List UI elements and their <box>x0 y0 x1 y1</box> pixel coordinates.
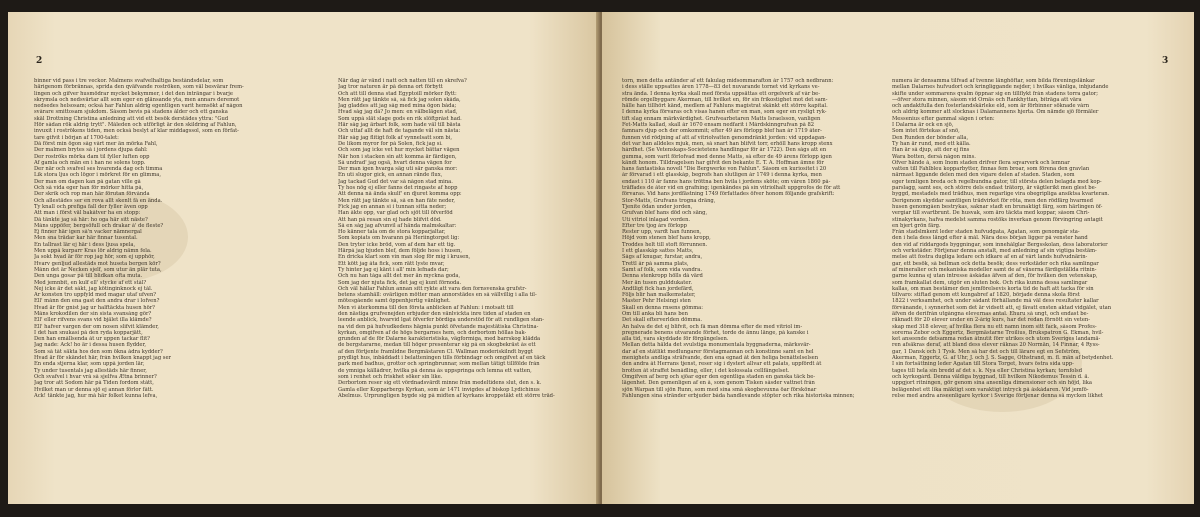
text-line: kallas, om man bestämer den jemförelsevis korta tid de haft att tacka för sin <box>892 285 1094 292</box>
text-line: Som jag der njuta fick, det jag ej kunt förnoda. <box>338 279 462 286</box>
text-line: Måns krokodilen der sin sista svansång gör? <box>34 310 152 317</box>
text-line: Så en såg jag afvunvil af hända malmskaltar: <box>338 222 457 229</box>
text-line: Öfver hände å, som Inom staden drifver flera sqvarverk och lemnar <box>892 159 1070 166</box>
text-line: skifte under sommarens qvalm öppnar sig en tillflykt från stadens torra gator; <box>892 90 1099 97</box>
text-line: I det han snukasi på den ryda kopparjätt, <box>34 329 143 336</box>
text-line: torn, men detta antänder af ett fakulag midsommarafton år 1757 och nedbrann: <box>622 78 834 84</box>
text-line: Uti vitriol inlagad vorden. <box>622 216 691 223</box>
text-line: Fahlungen sina stränder erbjuder båda handlevande stöpter och rika historiska minnen; <box>622 392 855 399</box>
text-line: Åkerman, Eggertz, G. af Uhr, J. och J. S. Sagge, Öthstrand, m. fl. män af betydenhet. <box>892 355 1114 362</box>
text-line: tillvaro: stiftad genom ett kungabref af 1820, började denna skola först <box>892 292 1080 299</box>
text-line: brotten åt straffet benådling, eller, i det kolossala cellfängelset. <box>622 367 790 374</box>
text-line: Hvarv genljud allestäds mot huseta bergen kör? <box>34 260 161 267</box>
text-line: Jag nade: Ack! ho är i dessa husen flydder, <box>34 342 147 349</box>
text-line: eger temligen breda och regelbundna gator, till största delen belagda med kop- <box>892 178 1102 185</box>
text-line: Ell' månn den ena gast den andra drar i lofven? <box>34 298 160 305</box>
text-line: Då tänkte jag så här: ho oga här sitt näste? <box>34 216 148 223</box>
text-line: relse med andra anseenligare kyrkor i Sverige förtjenar denna så mycken likhet <box>892 392 1104 399</box>
text-line: Att denna nå ända skulf' en djuret komma opp: <box>338 191 462 198</box>
text-line: vergiar till svartbrunt. De husvak, som äro täckta med koppar, såsom Chri- <box>892 210 1090 217</box>
text-line: Från stadslmkent leder staden hufvudgata, Ågatan, som genomgår sta- <box>892 229 1080 236</box>
text-line: härigenom förbrännas, sprida den qväfvande roströken, som väl besvärar frem- <box>34 84 244 91</box>
text-line: sjön Warpan till sjön Runn, som med sina små skogbevuxna öar förskönar <box>622 386 817 393</box>
text-line: byggd, mestadels med trädhus, men regarlige vira obegripliga ansiktsa kvarteran. <box>892 191 1110 198</box>
text-line: sorerna Zebor och Eggertz, Bergmästarne Troilius, Brukspatron G. Ekman, hvil- <box>892 329 1104 336</box>
text-line: —öfver stora minnen, såsom vid Ornäs och Rankhyttan, biträga att vära <box>892 96 1082 103</box>
text-line: parslagg, samt ses, och större dels endast trätorp, är vägtlerikt men glest be- <box>892 185 1097 192</box>
text-line: Efter tre tjog års förlopp <box>622 222 687 229</box>
right-page-column-2 <box>892 78 1182 399</box>
text-line: kyrkan, omgifven af de högs bergarnes hem, och derbortom höllas bak- <box>338 329 527 336</box>
text-line: närmast liggande delen med den vigare delen af staden. Staden, som <box>892 172 1075 179</box>
text-line: Ell' eller rifvens svans vid bjälet illa klämde? <box>34 317 152 324</box>
text-line: Och väl hållar Fahlun annan sitt rykte att vara den fornsvenska grufstr- <box>338 285 527 292</box>
text-line: Mer än tusen gulddukater. <box>622 279 692 286</box>
text-line: Abelmus. Urprungligen bygde sig på midten af kyrkans kroppstäkt ett större träd- <box>338 392 555 399</box>
text-line: grunden af de för Dalarne karakteristiska, vägformiga, med barrskog klädda <box>338 336 541 343</box>
left-page-column-1 <box>34 78 334 399</box>
text-line: Är konsten tro uppfyld med magar utaf ufven? <box>34 292 157 299</box>
text-line: skap med 318 elever, af hvilka flera nu ett namn inom sitt fack, såsom Profes- <box>892 323 1097 330</box>
text-line: park med badhus, grottor och springbrunnar, som mellan tätigt tillfölde från <box>338 361 540 368</box>
text-line: förvaras. Vid hans jordfästning 1749 författades öfver honom följande grafskrift: <box>622 191 835 198</box>
text-line: betens stamhäll: ovärligen mötter man annorstädes en så vällvillig i alla til- <box>338 292 537 299</box>
text-line: tift slag ennam märkvärdighet. Grufvearbetaren Matts Israelsson, vanligen <box>622 115 821 122</box>
text-line: Med jemnbit, en kulf ell' stycke af ett stål? <box>34 279 147 286</box>
text-line: En uti slugor gick, en annan rände flux, <box>338 172 443 179</box>
text-line: Ty hinter jag ej känt i all' min lefnads dar; <box>338 266 449 273</box>
right-page-column-1 <box>622 78 884 399</box>
text-line: de bergstararne, medan till höger presenterar sig på en skogbekräst ås ett <box>338 342 536 349</box>
text-line: som framkallat dem, utgör en sluten bok. Och rika kunna dessa samlingar <box>892 279 1088 286</box>
text-line: I denna kyrka förvaras och visas hanen efter en man, som eger en rysligt ryk- <box>622 109 827 116</box>
text-line: Der roströks mörka dam til fyller luften opp <box>34 153 150 160</box>
text-line: stra ända. I denna kyrka skall med första uppsättas ett orgelverk af vår be- <box>622 90 820 97</box>
text-line: som i renhet och friskhet söker sin like. <box>338 373 443 380</box>
text-line: den i hela dess längd efter å mål. Nära dess början ligger på venster hand <box>892 235 1088 242</box>
text-line: vatten till Fahlbleu kopparbytter, finnas fem broar, som förena den gravlan <box>892 166 1090 173</box>
text-line: En dricka klart som vin man slog för mig i krusen, <box>338 254 471 261</box>
text-line: Der man igen hvarga säg uti sär ganska mor: <box>338 166 458 173</box>
text-line: I Dalarna är ock en sjö, <box>892 122 954 129</box>
text-line: hårdhet. (Se Vetenskaps-Societetens handlingar för år 1722). Den sågs att en <box>622 147 827 154</box>
text-line: Och uttaf allt de haft de tagande väl sin nästa: <box>338 128 461 135</box>
text-line: Der skrik och rop man här förutan förvånda <box>34 191 150 198</box>
text-line: Han är så djup, att der ej fins <box>892 147 970 154</box>
text-line: Derigenom skyddar samtligen trädvirket för röta, men den rödfärg hvarmed <box>892 197 1093 204</box>
text-line: invuxit i roströkens tiden, men också beslyt af klar middagssol, som en förfat- <box>34 128 239 135</box>
text-line: Jag tror att Sodom här på Tiden fordom stått, <box>34 380 154 387</box>
text-line: Stor-Matts, Grufvans trogna dräng, <box>622 197 716 204</box>
text-line: Jag gladdes att jag såg med mina ögon båda; <box>338 103 457 110</box>
text-line: Sågs af knugar, furstar, andra, <box>622 254 703 261</box>
text-line: svårare smittosam sjukdom. Såsom bevis på stadens ålder och ett ganska <box>34 109 228 116</box>
text-line: Och nu han tåga allt det mer än myckna goda, <box>338 273 461 280</box>
text-line: ren afsäkras deraf, att bland dess elever räknas 20 Normän, 14 Finnar, 4 Ryss- <box>892 342 1100 349</box>
text-line: Ack! tänkte jag, hur må här folket kunna lefva, <box>34 392 158 399</box>
text-line: Troddes helt till stoft förrunnen. <box>622 241 708 248</box>
text-line: I sin fortsättning leder Ågatan till Stora Torget, hvars östra sida upp- <box>892 361 1074 368</box>
text-line: När dag år vänd i natt och natten till en skrefva? <box>338 78 467 84</box>
text-line: Derbortom reser sig ett vördnadsvärdt minne från medeltidens slut, den s. k. <box>338 380 542 387</box>
text-line: Omgifven af berg och sjöar eger den egentliga staden en ganska täck be- <box>622 373 816 380</box>
text-line: leende anblick, hvarvid lgat öfverfer bördiga understöd för att rundligen stan- <box>338 317 545 324</box>
text-line: Der malmen brytes så i jordens djupa dahl: <box>34 147 148 154</box>
text-line: Höjd vom stenen blef hans kropp, <box>622 235 711 242</box>
text-line: Master Pehr Helsingi sten <box>622 298 691 305</box>
text-line: träffades de åter vid en grafning; igenkändes på sin vitriolhalt uppgrofos de för att <box>622 185 841 192</box>
text-line: Ell' hafver vargen der om nosen slifvit klämder, <box>34 323 159 330</box>
text-line: Trettl år på samma plats, <box>622 260 689 267</box>
text-line: mötesgående samt öppenhjertig vänlighet. <box>338 298 451 305</box>
text-line: När hon i stacken sin att komma är färdigen, <box>338 153 457 160</box>
text-line: de ymniga källådrer, hvilka på denna ås uppspringa och lemna ett vatten, <box>338 367 532 374</box>
text-line: De likom myror for på Solen, fick jag si. <box>338 140 443 147</box>
text-line: Och som jag icke vet hur mycket bättar vägen <box>338 147 460 154</box>
text-line: Måns uppöfer, bergsöfull och drakar å' de fleste? <box>34 222 164 229</box>
left-page-number: 2 <box>36 56 43 66</box>
text-line: stinakyrkans, hafva medelst samma rostöks inverkan genom förvingring antagit <box>892 216 1103 223</box>
text-line: af mineralier och mekaniska modeller samt de af växerna färdigställda ritnin- <box>892 266 1097 273</box>
text-line: garne kunna ej utan intresse åskådas äfven af den, för hvilken den vetenskap, <box>892 273 1098 280</box>
text-line: prydligt hus, inbäddadt i belatteningen tills förbindagr och omgifvet af en täck <box>338 355 546 362</box>
text-line: Af gamla och män en i han ne solens topp. <box>34 159 146 166</box>
text-line: Följs blir han malkemstater, <box>622 292 696 299</box>
text-line: Der när och svafvel ses hvarenda dag och timma <box>34 166 163 173</box>
text-line: numera är densamma tilfvad af tvenne länghöftar, som bilda föreningslänkar <box>892 78 1095 84</box>
text-line: endast i 110 år fanns hans tröttna ben hvila i jordens sköte; om våren 1860 på- <box>622 178 831 185</box>
text-line: Ty han är rund, med ett källa. <box>892 140 971 147</box>
text-line: hälle han tillhört känd, medlem af Fahluns magistrat skänkt ett större kapital. <box>622 103 828 110</box>
text-line: det var han alldeles mjuk, men, så snart han blifvit torr, erhöll hans kropp stenx <box>622 140 833 147</box>
text-line: 1822 i verksamhet, och under sådant förhållande må väl dess resultater kallar <box>892 298 1099 305</box>
text-line: Jag tackad Gud det var så någon stad mina. <box>338 178 453 185</box>
text-line: Ty under tusentals jag allestäds här finner, <box>34 367 147 374</box>
text-line: Men sna trädar kar här finnar tusental. <box>34 235 138 242</box>
text-line: Wara botten, derså någon mins. <box>892 153 976 160</box>
book-spread <box>8 12 1194 504</box>
text-line: Som så tåt säkta hos den som ökna ådra kydder? <box>34 348 163 355</box>
text-line: uppgjort ritningen, gör genom sina ansenliga dimensioner och sin höjd, lika <box>892 380 1092 387</box>
text-line: Och så vida eger han för mörker hitta på, <box>34 185 144 192</box>
text-line: Skall en denna rnsens gömma: <box>622 304 703 311</box>
text-line: römde orgelbyggare Åkerman, till hvilket en, för sin frikostighet mot det sam- <box>622 96 828 103</box>
right-page-number: 3 <box>1162 56 1169 66</box>
text-line: skäl Drottning Christina anledning att vid ett besök derstädes yttra: "Gud <box>34 115 229 122</box>
text-line: år förvarad i ett glasskåp, begrofs han slutligen år 1749 i denna kyrka, men <box>622 172 822 179</box>
text-line: Hvad är för skändet här, från hvilken knappt jag ser <box>34 355 172 362</box>
text-line: En enda stjerna klar, som uppå jorden lär, <box>34 361 145 368</box>
text-line: lägenhet. Den gemenligen af en å, som genom Tisken såsder vattnet från <box>622 380 815 387</box>
text-line: Fick jag en annan si i tunnan sitta neder; <box>338 203 447 210</box>
text-line: Men rätt jag tänkte så, så en han fåte neder, <box>338 197 456 204</box>
text-line: den vid af riddargods byggningar, som innehålglar Bergsskolan, dess laboratorier <box>892 241 1108 248</box>
text-line: Den unga gosar på till blidkan ofta muta. <box>34 273 143 280</box>
text-line: famnars djup och der omkommit; efter 49 års förlopp blef han år 1719 åter- <box>622 128 822 135</box>
text-line: Men vi återkomma till den första anblicken af Fahlun: i motsatt till <box>338 304 514 311</box>
text-line: Och att till denna stad Egyptoill mörker flytt: <box>338 90 457 97</box>
text-line: af den förtjente framlidne Bergmästaren Cl. Wallman moderiskilndt byggt <box>338 348 533 355</box>
left-page <box>8 12 600 504</box>
text-line: Ett kött jag åta fick, som rätt lyste mvar, <box>338 260 445 267</box>
text-line: mellan Dalarnes hufvudort och kringliggande nejder, i hvilkas vänliga, inbjudande <box>892 84 1109 91</box>
text-line: en bjert grön färg. <box>892 222 941 229</box>
text-line: na vid den på hufvudkedens hägnia punkt öfvetande majestätiska Christina- <box>338 323 539 330</box>
text-line: Här såg jag ärbart folk, som hade väl till bästa <box>338 122 461 129</box>
text-line: Han åkte opp, var glad och sjöt till öfverföd <box>338 210 453 217</box>
text-line: En tallrast lär ej här i dess ljusa spela, <box>34 241 136 248</box>
text-line: Jag tror naturen är på denna ort förbytt <box>338 84 443 91</box>
text-line: Men uppå kurparr Kras lör aldrig nämn fela. <box>34 248 152 255</box>
text-line: Rester upp, vardt han funnen, <box>622 229 702 236</box>
text-line: I ett glasskåp sattes Matts, <box>622 248 694 255</box>
text-line: Och svafvel i hvar vrå så sjelfva Ætna brinner? <box>34 373 157 380</box>
text-line: Ja sokt hvad är för rop jag hör, som ej upphör, <box>34 254 155 261</box>
text-line: Ändtligt fick han jordefärd, <box>622 285 694 292</box>
text-line: Nej icke är det såkt, jag kötinginknock ej tål. <box>34 285 153 292</box>
text-line: Som intet förtekas af snö, <box>892 128 960 135</box>
text-line: Månn det är Necken sjelf, som utur än plär tuta, <box>34 266 162 273</box>
text-line: gumma, som varit förlofvad med denne Matts, så efter de 49 årens förlopp igen <box>622 153 832 160</box>
text-line: skrymsla och nedsvärtar allt som eger en glänsande yta, men annars deremot <box>34 96 240 103</box>
text-line: ket anseende detsamma redan åtnutit förr utrikes och utom Sveriges landamä- <box>892 336 1101 343</box>
text-line: Ej finner här igen så'n vacker nämnergal <box>34 229 142 236</box>
text-line: Grufvan blef hans död och säng, <box>622 210 708 217</box>
text-line: tages till hela sin bredd af det s. k. Nya eller Christina kyrkan; tornfolsd <box>892 367 1083 374</box>
text-line: Då först min ögon såg vårt mer än mörka Fahl, <box>34 140 158 147</box>
text-line: husen genomgåen bestrykas, saknar stadt en brunaktigt färg, som härlingen öf- <box>892 203 1103 210</box>
text-line: och aldrig kommer att slocknas i Dalamannens hjerta. Om nämde sjö förmäler <box>892 109 1099 116</box>
text-line: nedsedes helsosam; också har Fahlun aldrig egentligen varit hemsökt af någon <box>34 103 243 110</box>
text-line: i dess ställe uppsattes åren 1778—83 det nuvarande tornet vid kyrkans ve- <box>622 84 820 91</box>
text-line: alla tid, vara skyddade för förgängelsen. <box>622 336 729 343</box>
text-line: Hör sådan rök aldrig trytt". Måleden och utförligt är den skildring af Fahlun, <box>34 122 237 129</box>
text-line: Ty hos nög ej eller fanns det ringaste af hopp <box>338 185 458 192</box>
text-line: tare gifvit i början af 1700-talet: <box>34 134 119 141</box>
text-line: den nästiga grufvenejden erbjuder den vänlvickta inre tiden af staden en <box>338 310 531 317</box>
text-line: Hvilket man ur denna sjö ej annan förlor fått. <box>34 386 154 393</box>
text-line: Hvad såg jag då? Jo men: en välbelägen stad, <box>338 109 458 116</box>
text-line: gar, ett besök, så bellman ock detta besök; dess verkstäder och rika samlingar <box>892 260 1099 267</box>
text-line: Gamla eller Kopparbergs Kyrkan, som år 1471 invigdes af biskop Lydichinus <box>338 386 540 393</box>
text-line: Lik stora ljus och lögor i mörkret för en glimma, <box>34 172 161 179</box>
text-line: och andaktfulla den fosterlandskärleke eld, som är förbinner söknade vårn <box>892 103 1090 110</box>
text-line: menighets andliga sträfvande, den ena egnad åt den heliga benåttelselsen <box>622 355 819 362</box>
text-line: och kyrkogård. Denna väldiga byggnad, till hvilken Nikodemus Tessin d. ä. <box>892 373 1090 380</box>
text-line: räknadt för 20 elever under en 2-årig kurs, har det redan förnött sin veten- <box>892 317 1090 324</box>
text-line: Ty knall och prefiga fall der fyller även opp <box>34 203 148 210</box>
text-line: Här såg jag flitigt folk af vynnelsatt som bi, <box>338 134 453 141</box>
text-line: belägenhet ett lika mäktigt som varaktigt intryck på åskådaren. Vid jemfö- <box>892 386 1089 393</box>
text-line: Och allestädes ser en rova allt skenlt få en ända. <box>34 197 163 204</box>
text-line: Mellan detta hälda det svulstiga monumentala byggnaderna, märksvär- <box>622 342 811 349</box>
text-line: Den han emållsenda åt ur uppen tackar flit? <box>34 336 150 343</box>
text-line: Än halva de det ej blifvit, och få man dömma efter de med vitriol im- <box>622 323 803 330</box>
text-line: Ho känner tala om de stora kopparjaltar, <box>338 229 446 236</box>
text-line: Som kopiats om hvarann på Heriingtorget lig: <box>338 235 460 242</box>
text-line: dar af en ståtlikt medlungarer förstagmannan och konstinne samt en hel <box>622 348 814 355</box>
text-line: binner vid pass i tre veckor. Malmens svafvelhaltiga beståndsdelar, som <box>34 78 224 84</box>
text-line: Den tryter icke bröd, vom af dem har ett tig. <box>338 241 456 248</box>
text-line: Denna stenkropp hölls då värd <box>622 273 703 280</box>
text-line: Messenius efter gammal sägen i orten: <box>892 115 995 122</box>
text-line: Att man i först väl bakåtver ha en stopp: <box>34 210 141 217</box>
text-line: förvånande, i synnerhet som det är vidsett att, ej fåvatt ensten aktad vidgålet, utan <box>892 304 1112 311</box>
text-line: Fet-Matts kallad, skall år 1670 ensam nedfarit i Mårdskinngrufvan på 82 <box>622 122 815 129</box>
text-line: den andra åt Herrans tjenst, reser sig i dystert allvar ett palats, uppfördt åt <box>622 361 822 368</box>
text-line: gar, 1 Dansk och 1 Tysk. Men så har det och till lärare egt en Sefström, <box>892 348 1081 355</box>
text-line: Så undrad' jag ogsä, hvart denna vägen for <box>338 159 452 166</box>
right-page <box>602 12 1194 504</box>
text-line: Att han på resan sin ej hade blifvit död. <box>338 216 442 223</box>
text-line: Härpå jag bjuden blef, dem följde hoss i husen, <box>338 248 463 255</box>
text-line: Tjenite ödan under jorden, <box>622 203 693 210</box>
text-line: melse att fostra dugliga ledare och idkare af en af vårt lands hufvudnärin- <box>892 254 1088 261</box>
text-line: funnen vid rödjning af att af vitriolvatten genomdränkt jorden: vid uppdagan- <box>622 134 827 141</box>
left-page-column-2 <box>338 78 590 399</box>
text-line: pregnerade benens utvarande förhet, torde de ännu länge, på kanske i <box>622 329 809 336</box>
text-line: Hvad är för gnist jag ur halftäckta husen hör? <box>34 304 155 311</box>
text-line: lingen och gifver husmödrar mycket bekymmer, i det den inträngar i bvarje <box>34 90 233 97</box>
text-line: Den Runden der bönder alla, <box>892 134 969 141</box>
text-line: och verkstäder. Förtjenar denna anstalt, med anledning af sin vigtiga bestäm- <box>892 248 1097 255</box>
text-line: Der man om dagen kan på gatan ville gå <box>34 178 141 185</box>
text-line: äfven de derifrån utgångna elevernas antal. Ehuru så ungt, och endast be- <box>892 310 1089 317</box>
text-line: Som uppå slät slage gods en rik slöftpråst had. <box>338 115 462 122</box>
text-line: Men rätt jag tänkte så, så fick jag solen skåda, <box>338 96 461 103</box>
text-line: Det skall efterverlden dömma. <box>622 317 702 324</box>
text-line: kändt honom. Tilldragelsen har gifvit den bekante E. T. A. Hoffman ämne för <box>622 159 824 166</box>
text-line: Samt af folk, som vida vandra. <box>622 266 703 273</box>
text-line: Om till anka bli hans ben <box>622 310 688 317</box>
text-line: hans fantastiska novell "Die Bergwerke von Fahlun". Såsom en kuriositet i 20 <box>622 166 827 173</box>
